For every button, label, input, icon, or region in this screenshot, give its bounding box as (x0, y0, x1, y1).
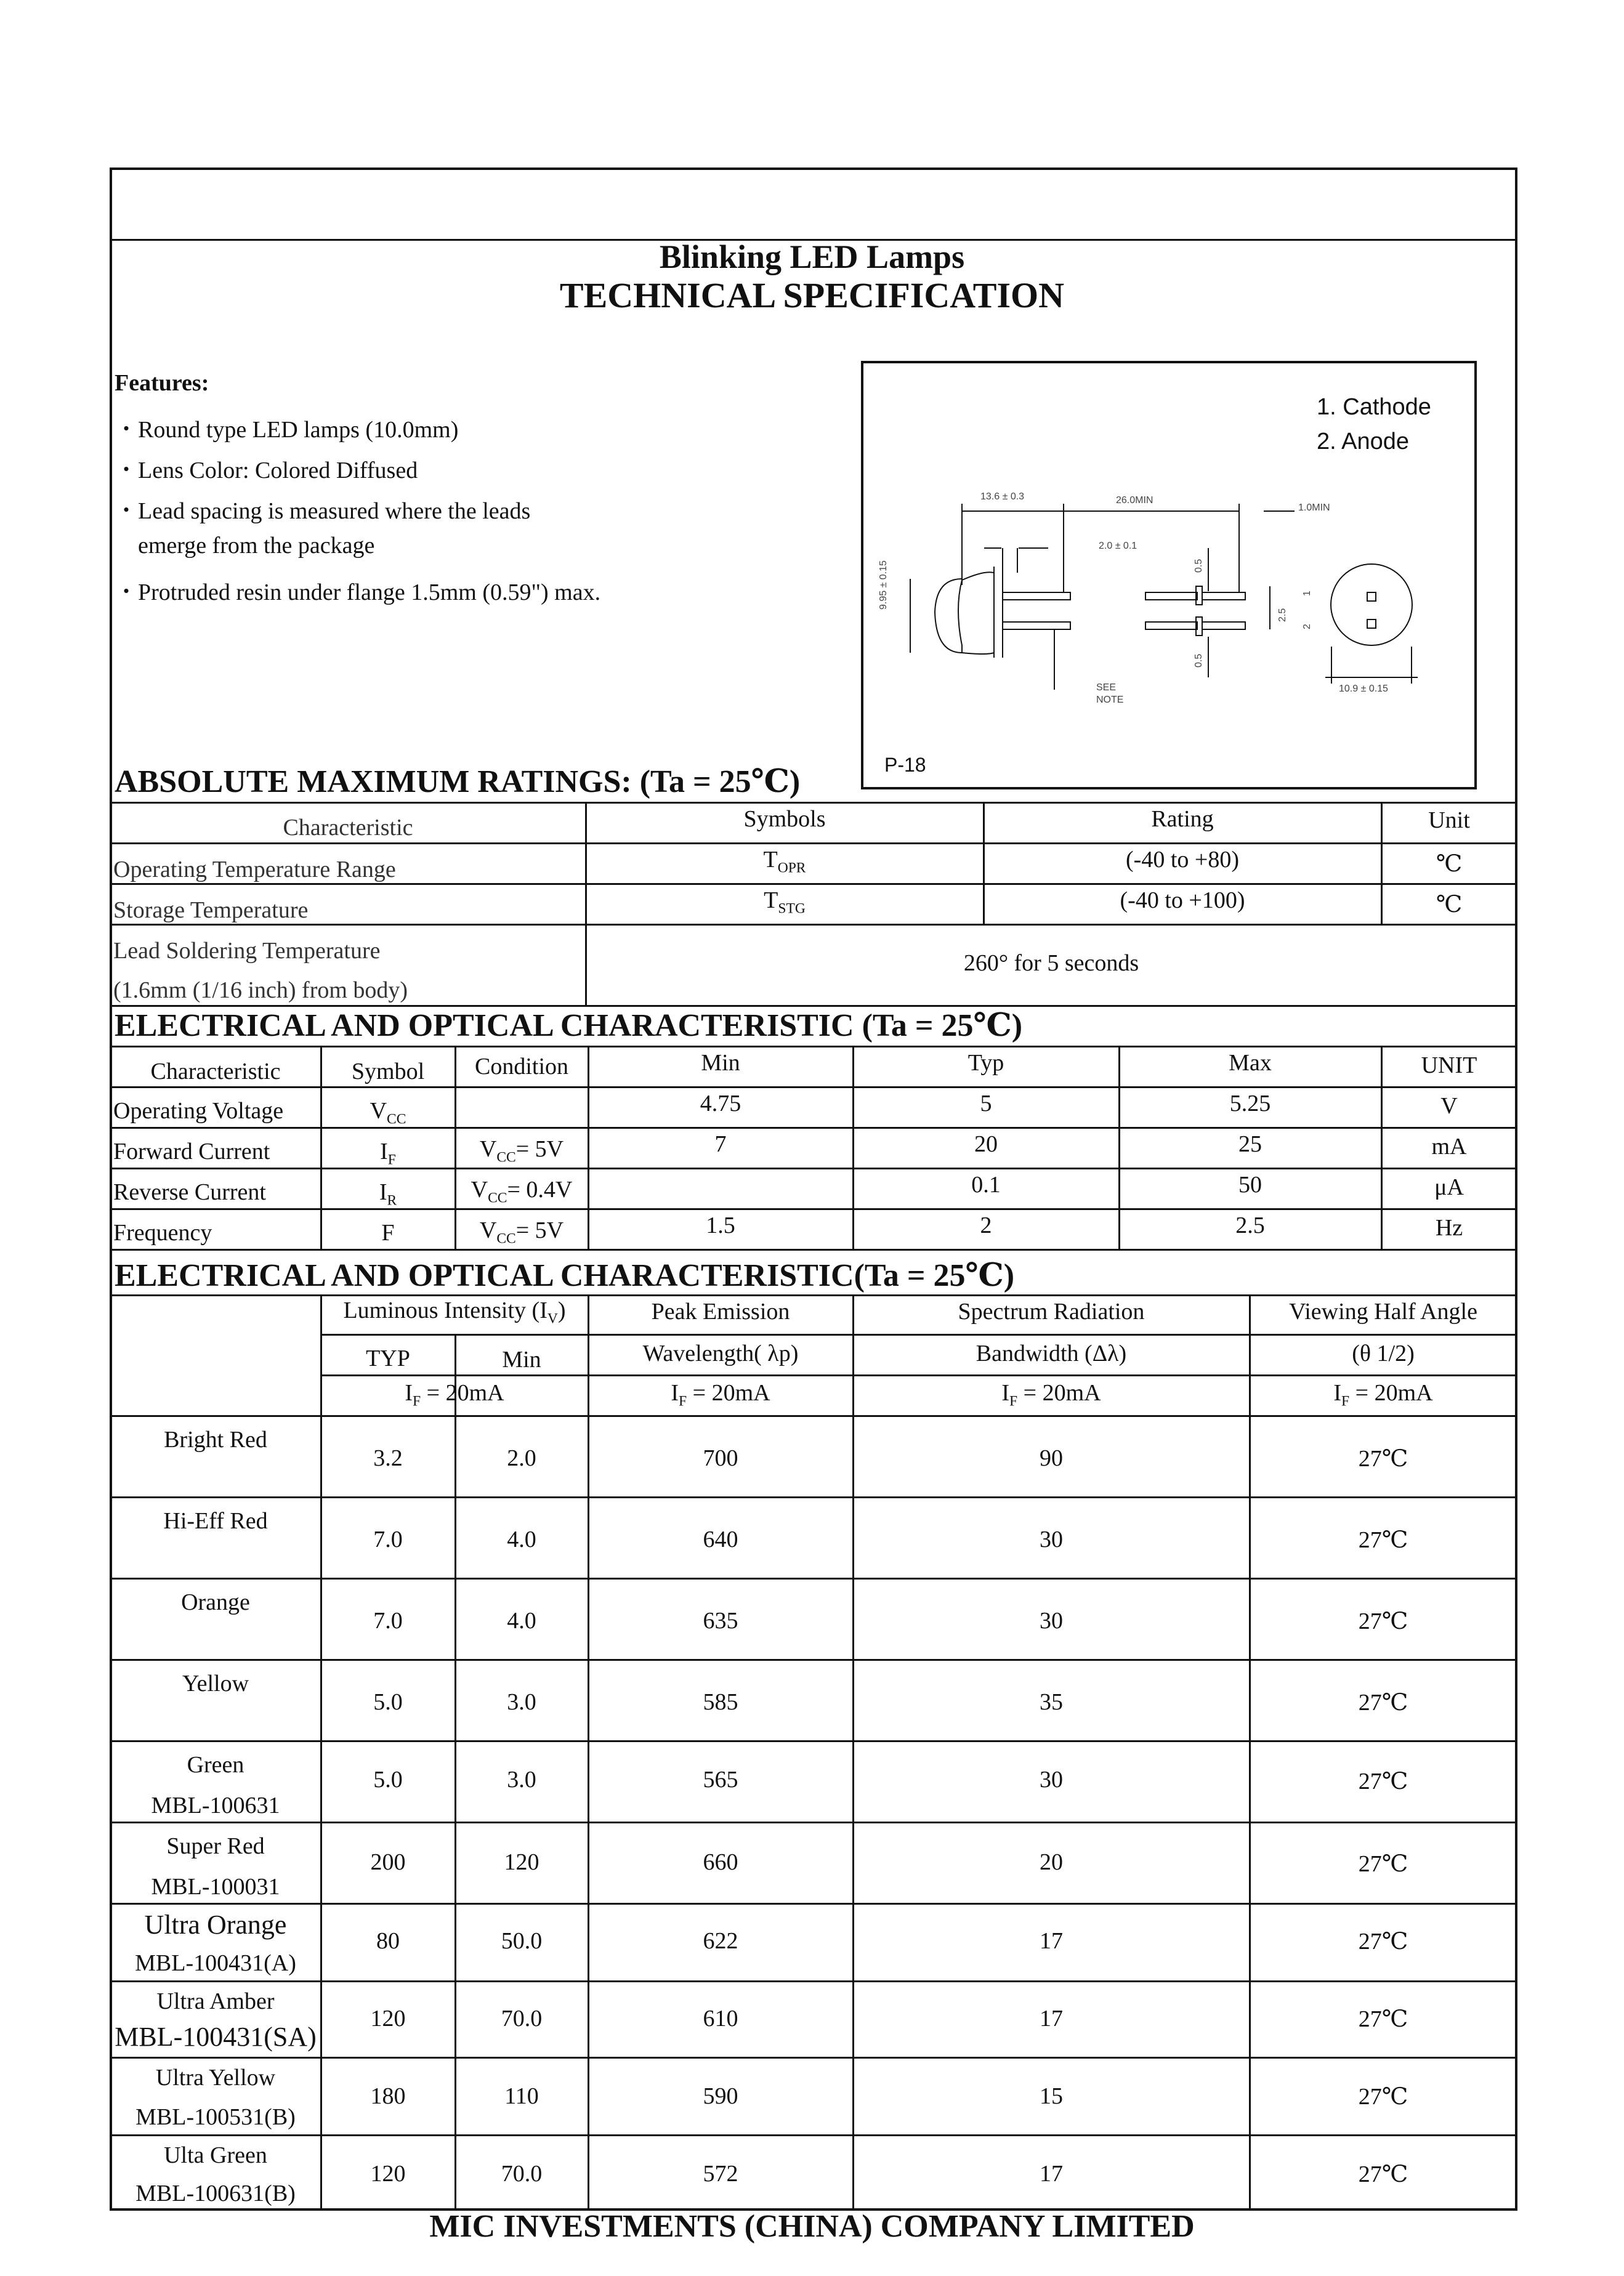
led-color-name: Ulta Green (164, 2142, 267, 2168)
elec1-max: 2.5 (1235, 1213, 1265, 1238)
led-angle: 27℃ (1358, 1769, 1408, 1794)
condition-subscript: CC (488, 1190, 507, 1206)
table-rule (110, 1740, 1517, 1742)
elec1-unit: V (1440, 1093, 1458, 1119)
elec2-header-luminous (321, 1297, 588, 1328)
condition-symbol: V (479, 1217, 497, 1243)
led-min: 2.0 (507, 1445, 536, 1471)
led-min: 3.0 (507, 1689, 536, 1715)
led-color-name: Ultra Orange (144, 1910, 287, 1940)
condition-value: = 5V (515, 1217, 564, 1243)
elec1-col-header: Typ (968, 1050, 1004, 1076)
elec1-char: Forward Current (113, 1139, 270, 1164)
elec1-char: Frequency (113, 1220, 212, 1246)
header-subscript: V (547, 1310, 558, 1327)
condition-value: = 5V (515, 1136, 564, 1162)
led-angle: 27℃ (1358, 1527, 1408, 1553)
led-bandwidth: 30 (1040, 1767, 1063, 1793)
condition-subscript: F (413, 1393, 421, 1410)
feature-text: Lens Color: Colored Diffused (138, 458, 418, 483)
condition-symbol: I (405, 1380, 413, 1406)
condition-symbol: I (1333, 1380, 1342, 1406)
led-wavelength: 640 (703, 1527, 738, 1552)
symbol-subscript: OPR (777, 860, 806, 876)
dim-05-top: 0.5 (1194, 559, 1204, 573)
led-angle: 27℃ (1358, 1929, 1408, 1955)
elec1-condition (456, 1217, 588, 1248)
led-min: 4.0 (507, 1527, 536, 1552)
document-title: TECHNICAL SPECIFICATION (559, 275, 1065, 315)
led-typ: 7.0 (373, 1527, 403, 1552)
elec2-header-bandwidth: Bandwidth (Δλ) (976, 1341, 1127, 1366)
condition-subscript: F (1341, 1393, 1350, 1410)
see-label: SEE (1096, 682, 1117, 693)
dim-flange: 10.9 ± 0.15 (1339, 684, 1388, 694)
led-typ: 120 (370, 2006, 406, 2032)
features-heading: Features: (115, 370, 209, 396)
dim-05-bottom: 0.5 (1194, 653, 1204, 668)
table-rule (1249, 1294, 1251, 2211)
symbol-text: T (763, 847, 778, 873)
led-bandwidth: 15 (1040, 2083, 1063, 2109)
product-title: Blinking LED Lamps (659, 238, 965, 275)
header-text: Luminous Intensity (I (343, 1297, 547, 1323)
header-text-end: ) (557, 1297, 566, 1323)
symbol-subscript: STG (778, 900, 806, 917)
led-wavelength: 700 (703, 1445, 738, 1471)
elec1-col-header: UNIT (1421, 1052, 1477, 1078)
pin-number-2: 2 (1302, 624, 1312, 629)
led-angle: 27℃ (1358, 1608, 1408, 1634)
elec1-unit: Hz (1435, 1215, 1463, 1241)
led-wavelength: 585 (703, 1689, 738, 1715)
led-color-name: Ultra Yellow (155, 2065, 276, 2091)
abs-max-col-header: Characteristic (283, 815, 413, 841)
led-wavelength: 660 (703, 1849, 738, 1875)
table-rule (320, 1374, 1517, 1376)
package-code: P-18 (884, 754, 926, 776)
dim-25: 2.5 (1277, 608, 1288, 622)
table-rule (110, 1980, 1517, 1982)
table-rule (110, 1578, 1517, 1580)
led-bandwidth: 20 (1040, 1849, 1063, 1875)
symbol-text: F (381, 1220, 395, 1246)
led-bandwidth: 90 (1040, 1445, 1063, 1471)
table-rule (320, 1294, 322, 2211)
condition-symbol: I (1001, 1380, 1010, 1406)
led-color-name: Yellow (182, 1671, 249, 1697)
elec1-condition (456, 1136, 588, 1166)
solder-char-line1: Lead Soldering Temperature (113, 938, 381, 964)
condition-value: = 20mA (1017, 1380, 1101, 1406)
feature-item-continued: emerge from the package (138, 533, 375, 559)
led-min: 50.0 (501, 1928, 543, 1954)
led-angle: 27℃ (1358, 1446, 1408, 1472)
feature-item: ・Lens Color: Colored Diffused (115, 458, 418, 483)
led-color-name: Ultra Amber (156, 1988, 275, 2014)
elec1-typ: 0.1 (971, 1172, 1001, 1198)
elec1-max: 5.25 (1229, 1091, 1271, 1116)
dim-diameter: 9.95 ± 0.15 (878, 560, 889, 610)
led-color-name: Bright Red (164, 1427, 267, 1453)
elec2-heading: ELECTRICAL AND OPTICAL CHARACTERISTIC(Ta = 25℃) (115, 1258, 1015, 1293)
elec2-header-min: Min (502, 1347, 541, 1373)
led-bandwidth: 17 (1040, 2161, 1063, 2187)
elec2-header-wavelength: Wavelength( λp) (642, 1341, 799, 1366)
led-wavelength: 572 (703, 2161, 738, 2187)
feature-item: ・Protruded resin under flange 1.5mm (0.59") max. (115, 579, 601, 605)
elec2-condition (1250, 1379, 1516, 1410)
table-rule (110, 1822, 1517, 1823)
table-rule (110, 1659, 1517, 1661)
abs-max-heading: ABSOLUTE MAXIMUM RATINGS: (Ta = 25℃) (115, 764, 801, 799)
table-rule (852, 1294, 854, 2211)
elec1-col-header: Min (701, 1050, 740, 1076)
table-rule (110, 2134, 1517, 2136)
led-model: MBL-100631(B) (135, 2181, 296, 2206)
table-rule (110, 1249, 1517, 1251)
led-typ: 7.0 (373, 1608, 403, 1634)
led-wavelength: 622 (703, 1928, 738, 1954)
led-typ: 5.0 (373, 1767, 403, 1793)
led-bandwidth: 35 (1040, 1689, 1063, 1715)
solder-value: 260° for 5 seconds (963, 950, 1139, 976)
led-angle: 27℃ (1358, 2161, 1408, 2187)
led-angle: 27℃ (1358, 1690, 1408, 1716)
led-typ: 200 (370, 1849, 406, 1875)
condition-subscript: CC (496, 1149, 516, 1166)
abs-max-rating: (-40 to +100) (1120, 887, 1245, 913)
feature-text: Protruded resin under flange 1.5mm (0.59") max. (138, 579, 601, 605)
led-model: MBL-100431(SA) (115, 2022, 317, 2052)
elec1-condition (456, 1176, 588, 1207)
solder-char-line2: (1.6mm (1/16 inch) from body) (113, 977, 408, 1003)
led-typ: 80 (376, 1928, 400, 1954)
condition-symbol: V (479, 1136, 497, 1162)
led-min: 120 (504, 1849, 539, 1875)
led-model: MBL-100631 (151, 1793, 280, 1818)
led-min: 70.0 (501, 2006, 543, 2032)
abs-max-unit: ℃ (1436, 892, 1463, 918)
elec1-min: 1.5 (706, 1213, 735, 1238)
condition-subscript: F (1009, 1393, 1018, 1410)
company-footer: MIC INVESTMENTS (CHINA) COMPANY LIMITED (429, 2209, 1195, 2244)
abs-max-col-header: Unit (1428, 807, 1470, 833)
elec1-symbol (321, 1179, 454, 1209)
elec1-col-header: Max (1229, 1050, 1272, 1076)
elec1-col-header: Symbol (351, 1059, 425, 1084)
elec1-col-header: Characteristic (150, 1059, 281, 1084)
elec1-max: 25 (1238, 1131, 1262, 1157)
condition-value: = 20mA (1349, 1380, 1433, 1406)
led-typ: 3.2 (373, 1445, 403, 1471)
led-angle: 27℃ (1358, 2006, 1408, 2032)
symbol-text: T (764, 887, 778, 913)
table-rule (110, 842, 1517, 844)
led-bandwidth: 30 (1040, 1527, 1063, 1552)
abs-max-symbol (586, 846, 983, 877)
led-model: MBL-100431(A) (135, 1950, 296, 1976)
feature-text: Lead spacing is measured where the leads (138, 498, 531, 524)
table-rule (110, 2057, 1517, 2059)
symbol-subscript: CC (387, 1111, 406, 1128)
feature-text: Round type LED lamps (10.0mm) (138, 417, 459, 443)
dim-pitch: 2.0 ± 0.1 (1099, 541, 1137, 551)
abs-max-col-header: Symbols (743, 806, 826, 832)
led-min: 70.0 (501, 2161, 543, 2187)
condition-value: = 20mA (687, 1380, 770, 1406)
led-typ: 120 (370, 2161, 406, 2187)
condition-value: = 20mA (421, 1380, 504, 1406)
led-min: 110 (504, 2083, 539, 2109)
dim-body-length: 13.6 ± 0.3 (980, 491, 1025, 502)
elec1-char: Operating Voltage (113, 1098, 284, 1124)
led-color-name: Hi-Eff Red (163, 1508, 268, 1534)
led-model: MBL-100031 (151, 1874, 280, 1900)
elec2-condition (589, 1379, 852, 1410)
elec2-header-typ: TYP (366, 1346, 410, 1371)
led-bandwidth: 17 (1040, 1928, 1063, 1954)
led-wavelength: 610 (703, 2006, 738, 2032)
abs-max-symbol (586, 887, 983, 918)
elec2-condition (321, 1379, 588, 1410)
elec2-condition (854, 1379, 1249, 1410)
table-rule (110, 802, 1517, 804)
led-typ: 5.0 (373, 1689, 403, 1715)
symbol-subscript: R (387, 1192, 397, 1209)
led-color-name: Green (187, 1752, 244, 1778)
package-diagram (861, 361, 1477, 789)
pin1-label: 1. Cathode (1317, 394, 1431, 420)
elec1-min: 4.75 (700, 1091, 741, 1116)
feature-item: ・Lead spacing is measured where the leads (115, 498, 531, 524)
elec2-header-spectrum: Spectrum Radiation (958, 1299, 1145, 1325)
elec2-header-theta: (θ 1/2) (1352, 1341, 1415, 1366)
led-wavelength: 635 (703, 1608, 738, 1634)
led-wavelength: 590 (703, 2083, 738, 2109)
elec2-header-peak: Peak Emission (651, 1299, 790, 1325)
elec1-unit: mA (1431, 1134, 1467, 1160)
led-drawing (863, 363, 1474, 787)
abs-max-rating: (-40 to +80) (1126, 847, 1239, 873)
table-rule (110, 1903, 1517, 1905)
led-angle: 27℃ (1358, 2084, 1408, 2110)
condition-symbol: I (671, 1380, 679, 1406)
symbol-text: I (379, 1179, 387, 1205)
elec1-unit: μA (1434, 1174, 1464, 1200)
abs-max-unit: ℃ (1436, 851, 1463, 877)
feature-item: ・Round type LED lamps (10.0mm) (115, 417, 459, 443)
elec1-symbol (321, 1138, 454, 1169)
elec2-header-viewing: Viewing Half Angle (1289, 1299, 1477, 1325)
pin-number-1: 1 (1302, 591, 1312, 596)
condition-subscript: CC (496, 1230, 516, 1247)
condition-symbol: V (471, 1177, 488, 1203)
led-wavelength: 565 (703, 1767, 738, 1793)
elec1-typ: 5 (980, 1091, 992, 1116)
led-bandwidth: 17 (1040, 2006, 1063, 2032)
table-rule (110, 1496, 1517, 1498)
table-rule (110, 883, 1517, 885)
dim-lead-length: 26.0MIN (1116, 495, 1153, 506)
symbol-subscript: F (387, 1152, 396, 1168)
symbol-text: I (380, 1139, 388, 1164)
table-rule (588, 1294, 589, 2211)
led-min: 4.0 (507, 1608, 536, 1634)
note-label: NOTE (1096, 695, 1124, 705)
symbol-text: V (370, 1098, 387, 1124)
elec1-typ: 2 (980, 1213, 992, 1238)
pin2-label: 2. Anode (1317, 429, 1410, 454)
elec1-max: 50 (1238, 1172, 1262, 1198)
table-rule (110, 924, 1517, 926)
elec1-heading: ELECTRICAL AND OPTICAL CHARACTERISTIC (Ta = 25℃) (115, 1008, 1023, 1043)
condition-value: = 0.4V (507, 1177, 573, 1203)
led-color-name: Orange (181, 1589, 250, 1615)
elec1-char: Reverse Current (113, 1179, 266, 1205)
elec1-symbol (321, 1097, 454, 1128)
elec1-typ: 20 (974, 1131, 998, 1157)
led-bandwidth: 30 (1040, 1608, 1063, 1634)
led-angle: 27℃ (1358, 1851, 1408, 1877)
led-min: 3.0 (507, 1767, 536, 1793)
led-color-name: Super Red (166, 1833, 265, 1859)
abs-max-char: Storage Temperature (113, 897, 309, 923)
abs-max-col-header: Rating (1151, 806, 1214, 832)
led-typ: 180 (370, 2083, 406, 2109)
elec1-col-header: Condition (474, 1054, 569, 1079)
table-rule (320, 1334, 1517, 1336)
led-model: MBL-100531(B) (135, 2104, 296, 2130)
dim-min: 1.0MIN (1298, 502, 1330, 513)
abs-max-char: Operating Temperature Range (113, 857, 396, 882)
elec1-symbol (321, 1219, 454, 1246)
condition-subscript: F (679, 1393, 687, 1410)
elec1-min: 7 (714, 1131, 727, 1157)
